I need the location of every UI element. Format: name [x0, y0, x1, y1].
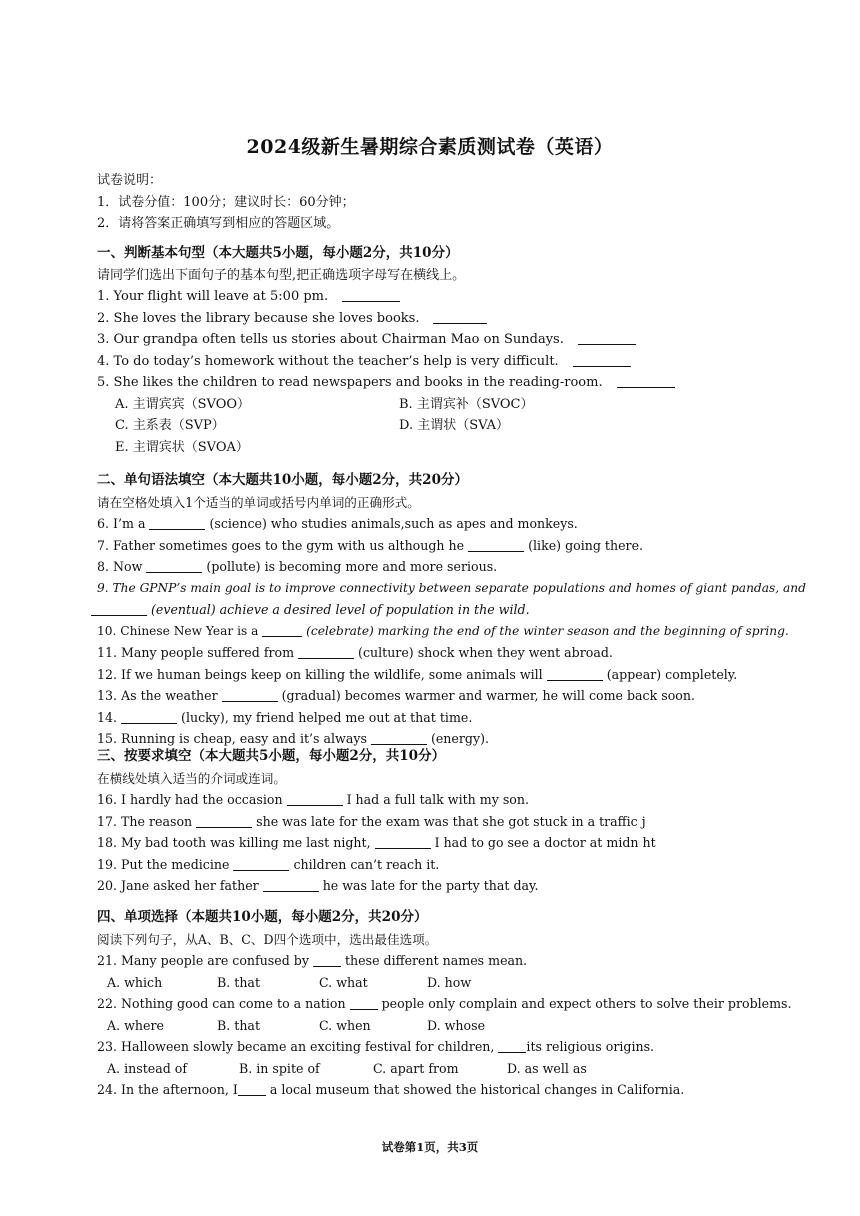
- options-row: [97, 1058, 777, 1080]
- option-d[interactable]: D. whose: [427, 1017, 486, 1033]
- answer-blank[interactable]: [342, 287, 400, 302]
- question-text: 3. Our grandpa often tells us stories about Chairman Mao on Sundays.: [97, 332, 564, 347]
- option-a[interactable]: A. instead of: [107, 1060, 188, 1076]
- question-24: 24. In the afternoon, I a local museum that showed the historical changes in California.: [97, 1082, 685, 1097]
- option-c: C. 主系表（SVP）: [115, 418, 225, 433]
- question-20: 20. Jane asked her father he was late for the party that day.: [97, 878, 539, 893]
- page-footer: 试卷第1页，共3页: [381, 1140, 479, 1154]
- answer-blank[interactable]: [222, 687, 278, 702]
- question-4: [97, 351, 777, 373]
- option-b[interactable]: B. that: [217, 1017, 261, 1033]
- question-22: 22. Nothing good can come to a nation people only complain and expect others to solve their problems.: [97, 996, 792, 1011]
- instruction-item: 1．试卷分值：100分；建议时长：60分钟；: [97, 194, 355, 210]
- question-15: 15. Running is cheap, easy and it’s always (energy).: [97, 731, 489, 746]
- options-row: [97, 394, 777, 416]
- option-a[interactable]: A. where: [107, 1017, 164, 1033]
- option-b[interactable]: B. in spite of: [239, 1060, 320, 1076]
- question-19: 19. Put the medicine children can’t reach it.: [97, 856, 440, 872]
- answer-blank[interactable]: [573, 352, 631, 367]
- question-18: 18. My bad tooth was killing me last night, I had to go see a doctor at midn ht: [97, 835, 656, 850]
- section-4: [97, 907, 792, 1101]
- question-text: 1. Your flight will leave at 5:00 pm.: [97, 289, 329, 304]
- question-9-cont: (eventual) achieve a desired level of population in the wild.: [97, 599, 777, 621]
- answer-blank[interactable]: [350, 995, 378, 1010]
- answer-blank[interactable]: [238, 1081, 266, 1096]
- answer-blank[interactable]: [263, 877, 319, 892]
- answer-blank[interactable]: [375, 834, 431, 849]
- section-4-heading: 四、单项选择（本题共10小题，每小题2分，共20分）: [97, 909, 428, 925]
- answer-blank[interactable]: [617, 373, 675, 388]
- question-11: 11. Many people suffered from (culture) shock when they went abroad.: [97, 645, 613, 660]
- answer-blank[interactable]: [121, 709, 177, 724]
- question-2: [97, 308, 777, 330]
- section-1-heading: 一、判断基本句型（本大题共5小题，每小题2分，共10分）: [97, 245, 459, 261]
- options-row: [97, 1015, 777, 1037]
- question-23: 23. Halloween slowly became an exciting festival for children, its religious origins.: [97, 1039, 655, 1054]
- option-d[interactable]: D. how: [427, 974, 472, 990]
- question-12: 12. If we human beings keep on killing the wildlife, some animals will (appear) completely.: [97, 666, 738, 682]
- question-text: 2. She loves the library because she loves books.: [97, 310, 420, 326]
- option-c[interactable]: C. when: [319, 1017, 371, 1033]
- option-d[interactable]: D. as well as: [507, 1060, 587, 1076]
- section-4-directions: 阅读下列句子，从A、B、C、D四个选项中，选出最佳选项。: [97, 931, 438, 947]
- section-2: [97, 470, 806, 750]
- option-c[interactable]: C. apart from: [373, 1060, 459, 1076]
- instruction-item: 2．请将答案正确填写到相应的答题区域。: [97, 216, 340, 231]
- option-a: A. 主谓宾宾（SVOO）: [115, 396, 251, 412]
- question-10: 10. Chinese New Year is a (celebrate) marking the end of the winter season and the beginning of spring.: [97, 623, 789, 638]
- options-row: [97, 437, 777, 459]
- answer-blank[interactable]: [91, 601, 147, 616]
- answer-blank[interactable]: [262, 622, 302, 637]
- answer-blank[interactable]: [298, 644, 354, 659]
- question-14: 14. (lucky), my friend helped me out at that time.: [97, 709, 473, 725]
- question-9: 9. The GPNP’s main goal is to improve connectivity between separate populations and homes of giant pandas, and: [97, 580, 806, 595]
- answer-blank[interactable]: [578, 330, 636, 345]
- answer-blank[interactable]: [433, 309, 487, 324]
- answer-blank[interactable]: [371, 730, 427, 745]
- question-21: 21. Many people are confused by these different names mean.: [97, 953, 528, 968]
- option-b[interactable]: B. that: [217, 974, 261, 990]
- answer-blank[interactable]: [196, 813, 252, 828]
- section-3-heading: 三、按要求填空（本大题共5小题，每小题2分，共10分）: [97, 748, 446, 764]
- question-16: 16. I hardly had the occasion I had a full talk with my son.: [97, 792, 530, 807]
- answer-blank[interactable]: [149, 515, 205, 530]
- section-3-directions: 在横线处填入适当的介词或连词。: [97, 770, 286, 786]
- section-3: [97, 746, 777, 897]
- option-b: B. 主谓宾补（SVOC）: [399, 396, 534, 412]
- section-2-directions: 请在空格处填入1个适当的单词或括号内单词的正确形式。: [97, 494, 420, 510]
- question-text: 5. She likes the children to read newspapers and books in the reading-room.: [97, 375, 603, 390]
- answer-blank[interactable]: [468, 537, 524, 552]
- question-17: 17. The reason she was late for the exam was that she got stuck in a traffic j: [97, 813, 646, 829]
- options-row: [97, 972, 777, 994]
- answer-blank[interactable]: [547, 666, 603, 681]
- answer-blank[interactable]: [313, 952, 341, 967]
- question-8: 8. Now (pollute) is becoming more and more serious.: [97, 559, 498, 574]
- question-text: 4. To do today’s homework without the teacher’s help is very difficult.: [97, 353, 559, 369]
- answer-blank[interactable]: [498, 1038, 526, 1053]
- section-2-heading: 二、单句语法填空（本大题共10小题，每小题2分，共20分）: [97, 472, 468, 488]
- section-1: [97, 243, 777, 458]
- option-a[interactable]: A. which: [107, 974, 163, 990]
- options-row: [97, 415, 777, 437]
- question-6: 6. I’m a (science) who studies animals,such as apes and monkeys.: [97, 516, 578, 531]
- exam-title: 2024级新生暑期综合素质测试卷（英语）: [246, 136, 614, 158]
- question-5: [97, 372, 777, 394]
- answer-blank[interactable]: [146, 558, 202, 573]
- instructions-heading: 试卷说明：: [97, 173, 163, 188]
- answer-blank[interactable]: [287, 791, 343, 806]
- option-c[interactable]: C. what: [319, 974, 368, 990]
- question-13: 13. As the weather (gradual) becomes warmer and warmer, he will come back soon.: [97, 688, 695, 703]
- answer-blank[interactable]: [233, 856, 289, 871]
- option-d: D. 主谓状（SVA）: [399, 418, 510, 433]
- option-e: E. 主谓宾状（SVOA）: [115, 439, 249, 455]
- question-7: 7. Father sometimes goes to the gym with us although he (like) going there.: [97, 537, 644, 553]
- section-1-directions: 请同学们选出下面句子的基本句型,把正确选项字母写在横线上。: [97, 267, 466, 283]
- question-1: [97, 286, 777, 308]
- question-3: [97, 329, 777, 351]
- instructions: [97, 170, 777, 235]
